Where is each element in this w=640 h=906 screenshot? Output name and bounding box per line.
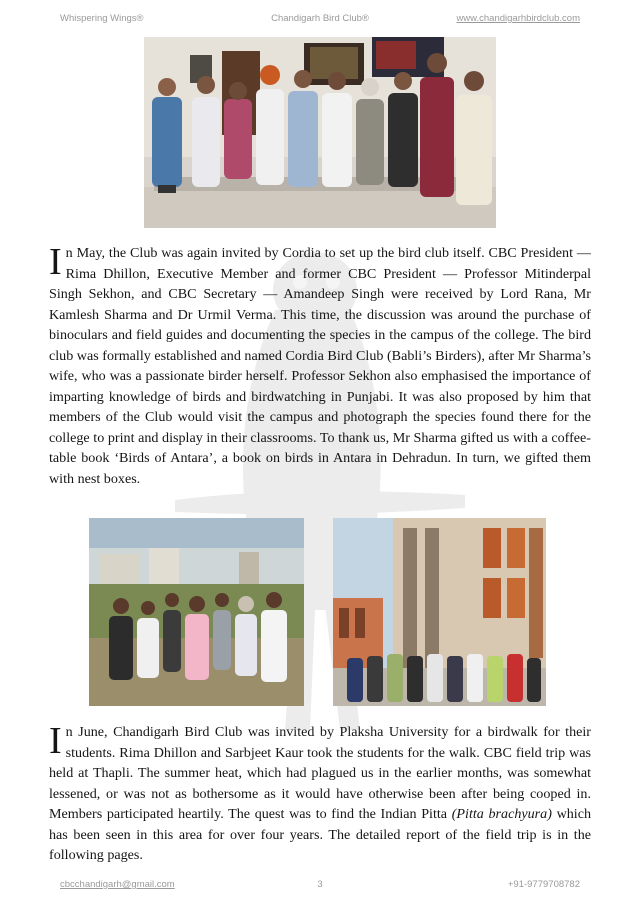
paragraph-may: [49, 243, 591, 489]
plaksha-campus-photo: [333, 518, 546, 706]
birdwalk-field-photo: [89, 518, 304, 706]
paragraph-may-text: n May, the Club was again invited by Cordia to set up the bird club itself. CBC President — Rima Dhillon, Executive Member and former CBC President — Professor Mitinderpal Singh Sekhon, and CBC Secretary — Amandeep Singh were received by Lord Rana, Mr Kamlesh Sharma and Dr Urmil Verma. This time, the discussion was around the purchase of binoculars and field guides and documenting the species in the campus of the college. The bird club was formally established and named Cordia Bird Club (Babli’s Birders), after Mr Sharma’s wife, who was a passionate birder herself. Professor Sekhon also emphasised the importance of imparting knowledge of birds and birdwatching in Punjabi. It was also proposed by him that members of the Club would visit the campus and photograph the species found there for the college to print and display in their classrooms. To thank us, Mr Sharma gifted us with a coffee-table book ‘Birds of Antara’, a book on birds in Antara in Dehradun. In turn, we gifted them with nest boxes.: [49, 245, 591, 487]
group-photo-cordia: [144, 37, 496, 228]
drop-cap: I: [49, 720, 62, 762]
paragraph-june-text-b: which has been seen in this area for over four years. The detailed report of the field trip is in the following pages.: [49, 806, 592, 863]
page-footer: [60, 879, 580, 893]
page-header: [60, 13, 580, 29]
paragraph-june: [49, 722, 591, 866]
paragraph-june-text-a: n June, Chandigarh Bird Club was invited by Plaksha University for a birdwalk for their students. Rima Dhillon and Sarbjeet Kaur took the students for the walk. CBC field trip was held at Thapli. The summer heat, which had plagued us in the earlier months, was somewhat lessened, or was not as bothersome as it would have otherwise been after being cooped in. Members participated heartily. The quest was to find the Indian Pitta: [49, 724, 591, 822]
magazine-name: Whispering Wings®: [60, 13, 144, 24]
phone-number: +91-9779708782: [507, 879, 580, 890]
website-link[interactable]: www.chandigarhbirdclub.com: [456, 13, 580, 24]
page-number: 3: [317, 879, 323, 890]
pitta-scientific-name: (Pitta brachyura): [451, 806, 552, 822]
email-link[interactable]: cbcchandigarh@gmail.com: [60, 879, 175, 890]
club-name: Chandigarh Bird Club®: [271, 13, 369, 24]
drop-cap: I: [49, 241, 62, 283]
